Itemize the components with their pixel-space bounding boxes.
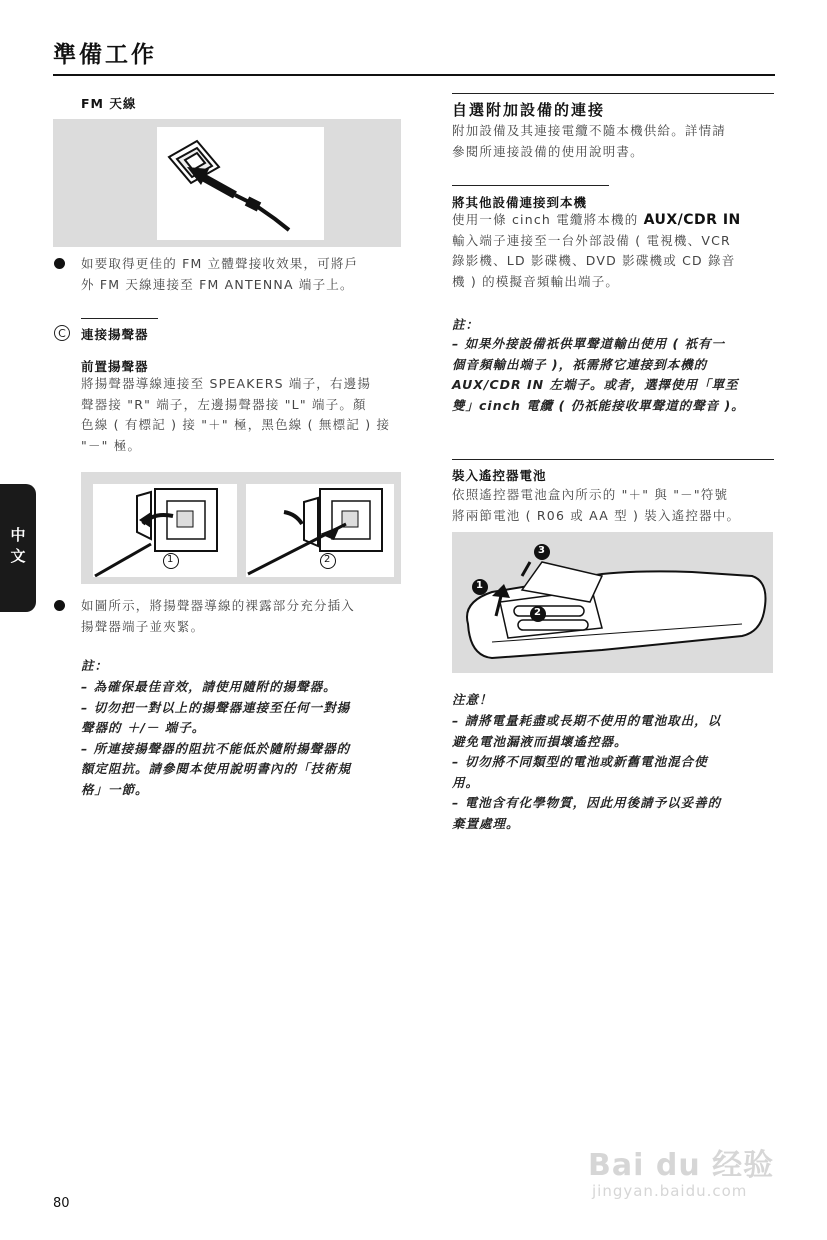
text-line: 依照遙控器電池盒內所示的 "＋" 與 "－"符號: [452, 487, 729, 502]
other-note-label: 註：: [452, 317, 480, 332]
speaker-figure-panel-1: [93, 484, 237, 577]
text-line: 將兩節電池 ( R06 或 AA 型 ) 裝入遙控器中。: [452, 507, 741, 523]
note-line: – 為確保最佳音效，請使用隨附的揚聲器。: [81, 679, 337, 694]
section-divider: [452, 93, 774, 94]
bullet-point: [54, 258, 65, 269]
text-line: 聲器接 "R" 端子，左邊揚聲器接 "L" 端子。顏: [81, 396, 367, 412]
note-line: 格」一節。: [81, 781, 149, 797]
language-side-tab[interactable]: 中文: [0, 484, 36, 612]
note-line: – 切勿把一對以上的揚聲器連接至任何一對揚: [81, 699, 351, 715]
note-line: 聲器的 ＋/－ 端子。: [81, 720, 206, 735]
text-line: 如要取得更佳的 FM 立體聲接收效果，可將戶: [81, 256, 359, 271]
section-divider: [452, 459, 774, 460]
caution-text: [452, 711, 782, 834]
figure-step-2: 2: [534, 607, 541, 618]
text-line: 色線 ( 有標記 ) 接 "＋" 極，黑色線 ( 無標記 ) 接: [81, 417, 391, 432]
fm-antenna-figure: [53, 119, 401, 247]
note-line: – 請將電量耗盡或長期不使用的電池取出，以: [452, 713, 722, 728]
caution-label: 注意！: [452, 692, 493, 707]
note-line: 避免電池漏液而損壞遙控器。: [452, 733, 628, 749]
title-divider: [53, 74, 775, 76]
battery-heading: 裝入遙控器電池: [452, 468, 547, 483]
text-line: "－" 極。: [81, 437, 142, 453]
insert-wire-text: [81, 596, 411, 637]
figure-label-2: 2: [324, 554, 331, 565]
note-line: – 如果外接設備祇供單聲道輸出使用 ( 祇有一: [452, 336, 726, 351]
optional-equipment-text: [452, 121, 782, 162]
speaker-terminal-illustration-1: [93, 484, 237, 577]
note-line: 棄置處理。: [452, 815, 520, 831]
other-equipment-text: [452, 210, 782, 292]
text-line: 附加設備及其連接電纜不隨本機供給。詳情請: [452, 123, 727, 138]
note-line: 雙」cinch 電纜 ( 仍祇能接收單聲道的聲音 )。: [452, 397, 745, 413]
front-speakers-text: [81, 374, 411, 456]
text-line: 輸入端子連接至一台外部設備 ( 電視機、VCR: [452, 232, 731, 248]
connect-speakers-heading: 連接揚聲器: [81, 327, 149, 342]
section-c-icon: C: [54, 325, 70, 341]
baidu-watermark-url: jingyan.baidu.com: [592, 1182, 748, 1200]
optional-equipment-heading: 自選附加設備的連接: [452, 101, 606, 119]
text-line: 揚聲器端子並夾緊。: [81, 618, 205, 634]
baidu-watermark-logo: Bai du 经验: [588, 1148, 775, 1183]
figure-step-1: 1: [476, 580, 483, 591]
bullet-point: [54, 600, 65, 611]
speaker-figure-panel-2: [246, 484, 394, 577]
note-line: 額定阻抗。請參閱本使用說明書內的「技術規: [81, 761, 352, 776]
text-line: 參閱所連接設備的使用說明書。: [452, 143, 644, 159]
other-note-text: [452, 334, 782, 416]
front-speakers-subheading: 前置揚聲器: [81, 359, 149, 374]
page-title: 準備工作: [53, 42, 157, 68]
aux-cdr-in-label: AUX/CDR IN: [643, 212, 741, 228]
note-line: – 所連接揚聲器的阻抗不能低於隨附揚聲器的: [81, 740, 351, 756]
text-line: 錄影機、LD 影碟機、DVD 影碟機或 CD 錄音: [452, 253, 736, 268]
speaker-note-label: 註：: [81, 658, 109, 673]
section-divider: [81, 318, 158, 319]
note-line: 個音頻輸出端子 )，祇需將它連接到本機的: [452, 356, 708, 372]
fm-antenna-panel: [157, 127, 324, 240]
section-divider: [452, 185, 609, 186]
text-line: 將揚聲器導線連接至 SPEAKERS 端子，右邊揚: [81, 376, 372, 391]
fm-antenna-text: [81, 254, 411, 295]
text-line: 外 FM 天線連接至 FM ANTENNA 端子上。: [81, 276, 354, 292]
speaker-wire-figure: [81, 472, 401, 584]
text-line: [452, 210, 782, 231]
other-equipment-heading: 將其他設備連接到本機: [452, 195, 588, 210]
remote-battery-illustration: [452, 532, 773, 673]
note-line: 用。: [452, 774, 480, 790]
note-line: AUX/CDR IN 左端子。或者，選擇使用「單至: [452, 377, 739, 392]
fm-antenna-heading: FM 天線: [81, 96, 137, 111]
figure-label-1: 1: [167, 554, 174, 565]
fm-antenna-illustration: [157, 127, 324, 240]
speaker-note-text: [81, 677, 411, 800]
page-number: 80: [53, 1196, 70, 1211]
battery-text: [452, 485, 782, 526]
text-line: 機 ) 的模擬音頻輸出端子。: [452, 273, 620, 289]
text-span: 使用一條 cinch 電纜將本機的: [452, 212, 644, 227]
text-line: 如圖所示，將揚聲器導線的裸露部分充分插入: [81, 598, 356, 613]
note-line: – 電池含有化學物質，因此用後請予以妥善的: [452, 795, 722, 810]
speaker-terminal-illustration-2: [246, 484, 394, 577]
note-line: – 切勿將不同類型的電池或新舊電池混合使: [452, 754, 708, 769]
battery-figure: [452, 532, 773, 673]
figure-step-3: 3: [538, 545, 545, 556]
